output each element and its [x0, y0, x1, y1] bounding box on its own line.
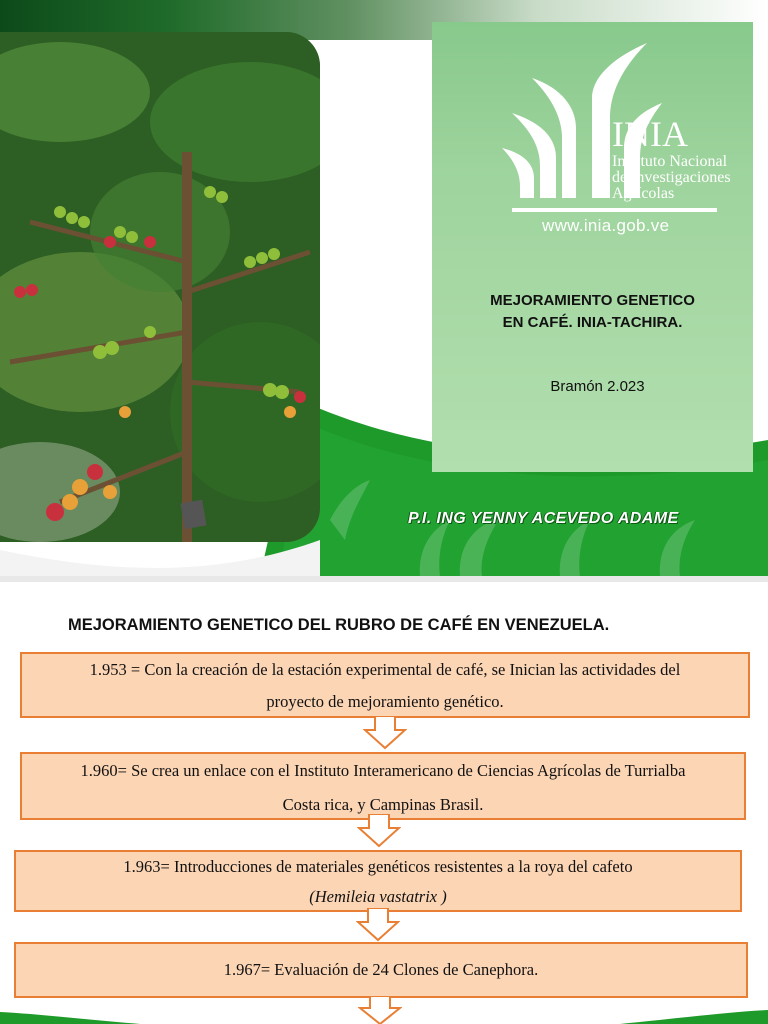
down-arrow-icon [363, 716, 407, 750]
coffee-plant-photo [0, 32, 320, 542]
inia-logo [472, 38, 732, 218]
timeline-step-text: proyecto de mejoramiento genético. [266, 692, 504, 711]
timeline-step [20, 652, 750, 718]
timeline-slide [0, 582, 768, 1024]
title-panel [432, 22, 753, 472]
timeline-step-text: 1.963= Introducciones de materiales genéticos resistentes a la roya del cafeto [123, 857, 633, 876]
logo-line2: de Investigaciones [612, 169, 731, 186]
project-title-line2: EN CAFÉ. INIA-TACHIRA. [502, 314, 683, 331]
bottom-green-accent [0, 994, 768, 1024]
timeline-step [14, 850, 742, 912]
logo-line3: Agrícolas [612, 185, 675, 202]
project-title [432, 290, 753, 334]
logo-acronym: INIA [612, 114, 688, 154]
author-name: P.I. ING YENNY ACEVEDO ADAME [408, 510, 679, 527]
timeline-step-text: 1.967= Evaluación de 24 Clones de Canephora. [223, 960, 539, 979]
timeline-title: MEJORAMIENTO GENETICO DEL RUBRO DE CAFÉ EN VENEZUELA. [68, 616, 610, 634]
place-year: Bramón 2.023 [550, 378, 645, 395]
logo-line1: Instituto Nacional [612, 153, 728, 170]
timeline-step-text: 1.953 = Con la creación de la estación experimental de café, se Inician las actividades del [89, 660, 681, 679]
timeline-step-text: Costa rica, y Campinas Brasil. [282, 795, 484, 814]
website-url: www.inia.gob.ve [542, 216, 670, 235]
timeline-step-text: (Hemileia vastatrix ) [309, 887, 447, 906]
down-arrow-icon [356, 908, 400, 942]
down-arrow-icon [357, 814, 401, 848]
timeline-step [14, 942, 748, 998]
timeline-step [20, 752, 746, 820]
timeline-step-text: 1.960= Se crea un enlace con el Instituto Interamericano de Ciencias Agrícolas de Turrialba [80, 761, 686, 780]
project-title-line1: MEJORAMIENTO GENETICO [490, 292, 695, 309]
